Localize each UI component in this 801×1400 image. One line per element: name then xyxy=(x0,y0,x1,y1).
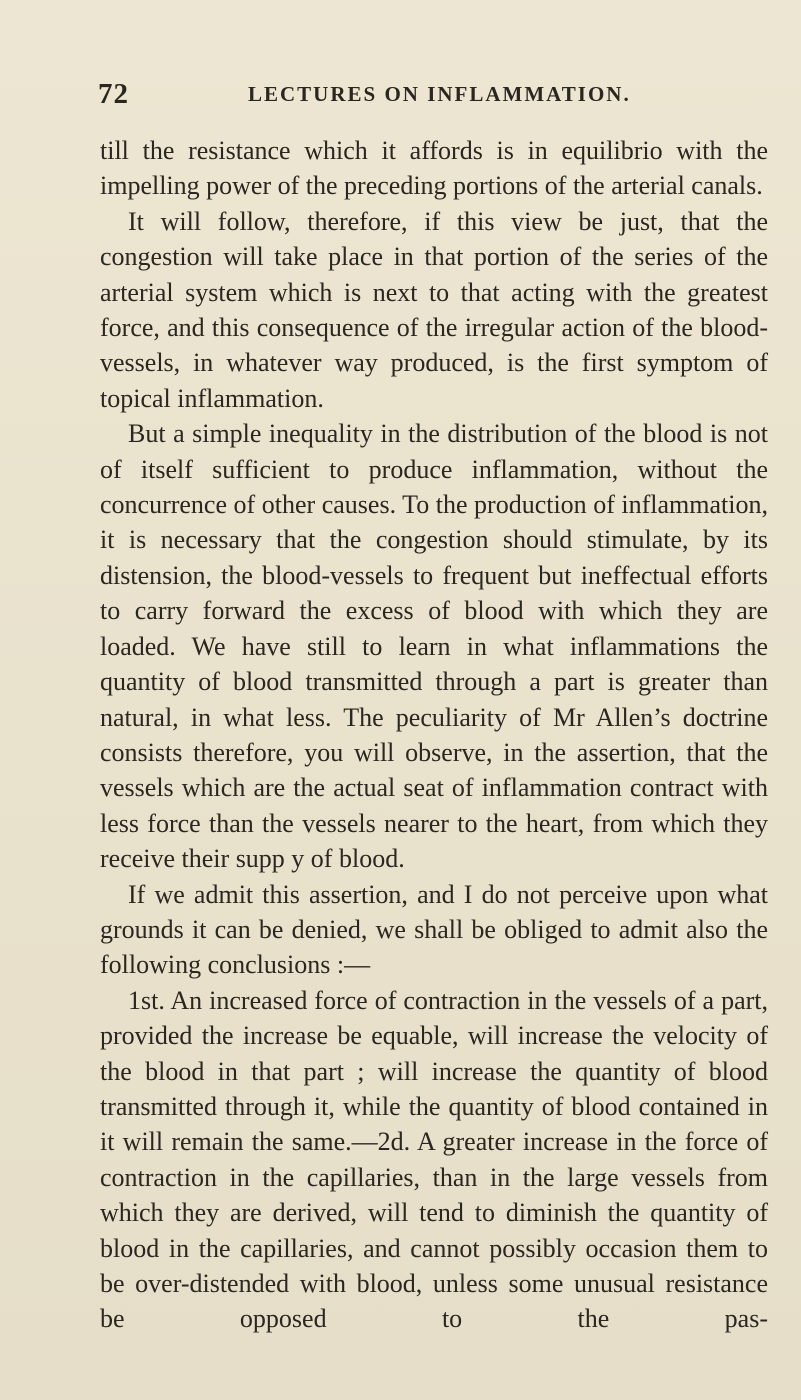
paragraph-3: But a simple inequality in the distribution of the blood is not of itself sufficient to produce inflammation, without the concurrence of other causes. To the production of inflammation, it is necessary that the congestion should stimulate, by its distension, the blood-vessels to frequent but ineffectual efforts to carry forward the excess of blood with which they are loaded. We have still to learn in what inflammations the quantity of blood transmitted through a part is greater than natural, in what less. The peculiarity of Mr Allen’s doctrine consists therefore, you will observe, in the assertion, that the vessels which are the actual seat of inflammation contract with less force than the vessels nearer to the heart, from which they receive their supp y of blood. xyxy=(100,419,768,874)
paragraph-2: It will follow, therefore, if this view be just, that the congestion will take place in that portion of the series of the arterial system which is next to that acting with the greatest force, and this consequence of the irregular action of the blood-vessels, in whatever way produced, is the first symptom of topical inflammation. xyxy=(100,206,768,413)
running-head: LECTURES ON INFLAMMATION. xyxy=(248,82,631,106)
paragraph-5: 1st. An increased force of contraction in the vessels of a part, provided the increase be equable, will increase the velocity of the blood in that part ; will increase the quantity of blood transmitted through it, while the quantity of blood contained in it will remain the same.—2d. A greater increase in the force of contraction in the capillaries, than in the large vessels from which they are derived, will tend to diminish the quantity of blood in the capillaries, and cannot possibly occasion them to be over-distended with blood, unless some unusual resistance be opposed to the pas- xyxy=(100,985,768,1334)
paragraph-4: If we admit this assertion, and I do not perceive upon what grounds it can be denied, we shall be obliged to admit also the following conclusions :— xyxy=(100,879,768,980)
paragraph-1: till the resistance which it affords is in equilibrio with the impelling power of the preceding portions of the arterial canals. xyxy=(100,136,768,201)
page-header xyxy=(98,78,738,118)
page-number: 72 xyxy=(98,78,129,110)
body-text xyxy=(100,133,768,1337)
